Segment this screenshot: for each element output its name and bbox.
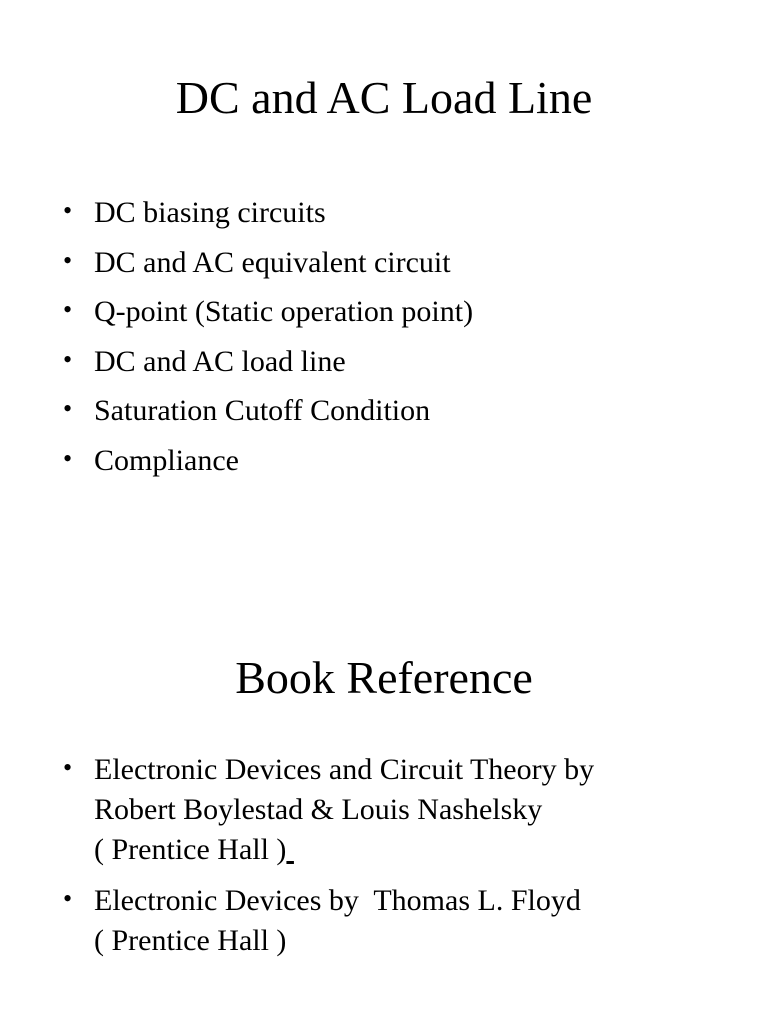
list-item — [0, 292, 700, 332]
bullet-icon: • — [63, 394, 73, 424]
bullet-icon: • — [63, 245, 73, 275]
list-item — [0, 342, 700, 382]
book-reference-list — [0, 750, 700, 972]
bullet-icon: • — [63, 753, 73, 782]
book-title-line: Electronic Devices by Thomas L. Floyd — [94, 884, 581, 917]
book-authors-line: Robert Boylestad & Louis Nashelsky — [94, 793, 543, 826]
list-item-text: Q-point (Static operation point) — [94, 295, 474, 329]
book-publisher-line — [94, 830, 700, 870]
topic-list — [0, 193, 700, 491]
bullet-icon: • — [63, 344, 73, 374]
list-item — [0, 441, 700, 481]
bullet-icon: • — [63, 443, 73, 473]
bullet-icon: • — [63, 884, 73, 913]
list-item-text: Compliance — [94, 443, 239, 477]
list-item-text: DC and AC equivalent circuit — [94, 245, 451, 279]
book-title-line: Electronic Devices and Circuit Theory by — [94, 753, 595, 786]
list-item — [0, 243, 700, 283]
slide-title: DC and AC Load Line — [175, 72, 593, 123]
bullet-icon: • — [63, 295, 73, 325]
book-item — [0, 750, 700, 870]
list-item-text: DC and AC load line — [94, 344, 346, 378]
list-item-text: DC biasing circuits — [94, 196, 326, 229]
underline-space — [286, 833, 294, 866]
book-publisher-line: ( Prentice Hall ) — [94, 924, 287, 957]
list-item — [0, 391, 700, 431]
list-item-text: Saturation Cutoff Condition — [94, 394, 431, 428]
book-item — [0, 881, 700, 961]
publisher-text: ( Prentice Hall ) — [94, 833, 287, 866]
section-title: Book Reference — [235, 652, 533, 703]
list-item — [0, 193, 700, 233]
bullet-icon: • — [63, 196, 73, 225]
